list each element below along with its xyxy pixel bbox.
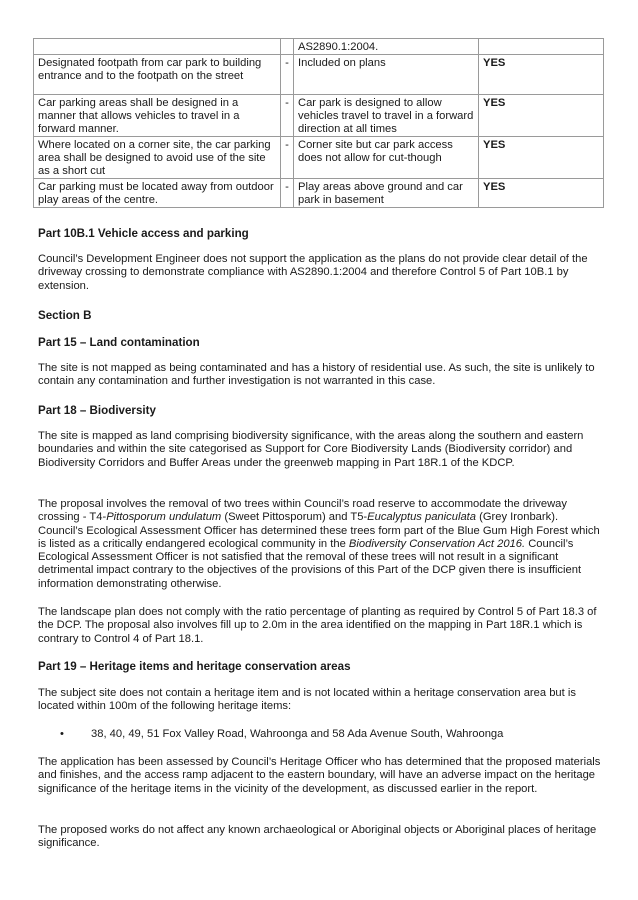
response-cell: AS2890.1:2004. (294, 39, 479, 55)
heading-heritage: Part 19 – Heritage items and heritage conservation areas (38, 660, 351, 673)
paragraph-heritage-1: The subject site does not contain a heritage item and is not located within a heritage conservation area but is located within 100m of the following heritage items: (38, 687, 576, 713)
requirement-cell: Where located on a corner site, the car parking area shall be designed to avoid use of the site as a short cut (34, 137, 281, 179)
response-cell: Corner site but car park access does not allow for cut-though (294, 137, 479, 179)
paragraph-heritage-2: The application has been assessed by Council’s Heritage Officer who has determined that the proposed materials and finishes, and the access ramp adjacent to the eastern boundary, will have an adverse impact on the heritage significance of the heritage items in the vicinity of the development, as discussed earlier in the report. (38, 756, 601, 795)
result-cell: YES (479, 179, 604, 208)
dash-cell: - (281, 179, 294, 208)
dash-cell (281, 39, 294, 55)
table-row (34, 179, 604, 208)
dash-cell: - (281, 137, 294, 179)
text-run: The proposal involves the removal of two trees within Council’s road reserve to accommodate the driveway crossing - T4- (38, 498, 567, 524)
heritage-items-text: 38, 40, 49, 51 Fox Valley Road, Wahroonga and 58 Ada Avenue South, Wahroonga (91, 728, 504, 740)
response-cell: Included on plans (294, 55, 479, 95)
paragraph-heritage-3: The proposed works do not affect any known archaeological or Aboriginal objects or Aboriginal places of heritage significance. (38, 824, 597, 850)
dash-cell: - (281, 95, 294, 137)
result-cell: YES (479, 137, 604, 179)
species-name: Eucalyptus paniculata (367, 511, 476, 524)
heading-land-contamination: Part 15 – Land contamination (38, 336, 200, 349)
heading-vehicle-access: Part 10B.1 Vehicle access and parking (38, 227, 249, 240)
paragraph-biodiversity-3: The landscape plan does not comply with the ratio percentage of planting as required by Control 5 of Part 18.3 of the DCP. The proposal also involves fill up to 2.0m in the area identified on the mapping in Part 18R.1 which is contrary to Control 4 of Part 18.1. (38, 606, 597, 645)
table-row (34, 39, 604, 55)
requirement-cell: Designated footpath from car park to building entrance and to the footpath on the street (34, 55, 281, 95)
paragraph-biodiversity-2 (38, 498, 604, 591)
compliance-table (33, 38, 604, 208)
dash-cell: - (281, 55, 294, 95)
response-cell: Car park is designed to allow vehicles travel to travel in a forward direction at all times (294, 95, 479, 137)
text-run: (Sweet Pittosporum) and T5- (221, 511, 368, 524)
table-row (34, 55, 604, 95)
paragraph-biodiversity-1: The site is mapped as land comprising biodiversity significance, with the areas along the southern and eastern boundaries and within the site categorised as Support for Core Biodiversity Lands (Biodiversity corridor) and Biodiversity Corridors and Buffer Areas under the greenweb mapping in Part 18R.1 of the KDCP. (38, 430, 584, 469)
table-row (34, 137, 604, 179)
text-run: (Grey Ironbark). Council’s Ecological Assessment Officer has determined these trees form part of the Blue Gum High Forest which is listed as a critically endangered ecological community in the (38, 511, 600, 550)
table-row (34, 95, 604, 137)
result-cell: YES (479, 95, 604, 137)
text-run: Council’s Ecological Assessment Officer is not satisfied that the removal of these trees will not result in a significant detrimental impact contrary to the objectives of the provisions of this Part of the DCP given there is insufficient information demonstrating otherwise. (38, 537, 582, 590)
species-name: Pittosporum undulatum (106, 511, 222, 524)
heading-section-b: Section B (38, 309, 92, 322)
requirement-cell: Car parking must be located away from outdoor play areas of the centre. (34, 179, 281, 208)
requirement-cell: Car parking areas shall be designed in a manner that allows vehicles to travel in a forward manner. (34, 95, 281, 137)
result-cell (479, 39, 604, 55)
response-cell: Play areas above ground and car park in basement (294, 179, 479, 208)
paragraph-vehicle-access: Council’s Development Engineer does not support the application as the plans do not provide clear detail of the driveway crossing to demonstrate compliance with AS2890.1:2004 and therefore Control 5 of Part 10B.1 by extension. (38, 253, 588, 292)
paragraph-land-contamination: The site is not mapped as being contaminated and has a history of residential use. As such, the site is unlikely to contain any contamination and further investigation is not warranted in this case. (38, 362, 595, 388)
result-cell: YES (479, 55, 604, 95)
act-name: Biodiversity Conservation Act 2016. (348, 537, 526, 550)
requirement-cell (34, 39, 281, 55)
bullet-icon: • (60, 728, 64, 740)
heading-biodiversity: Part 18 – Biodiversity (38, 404, 156, 417)
